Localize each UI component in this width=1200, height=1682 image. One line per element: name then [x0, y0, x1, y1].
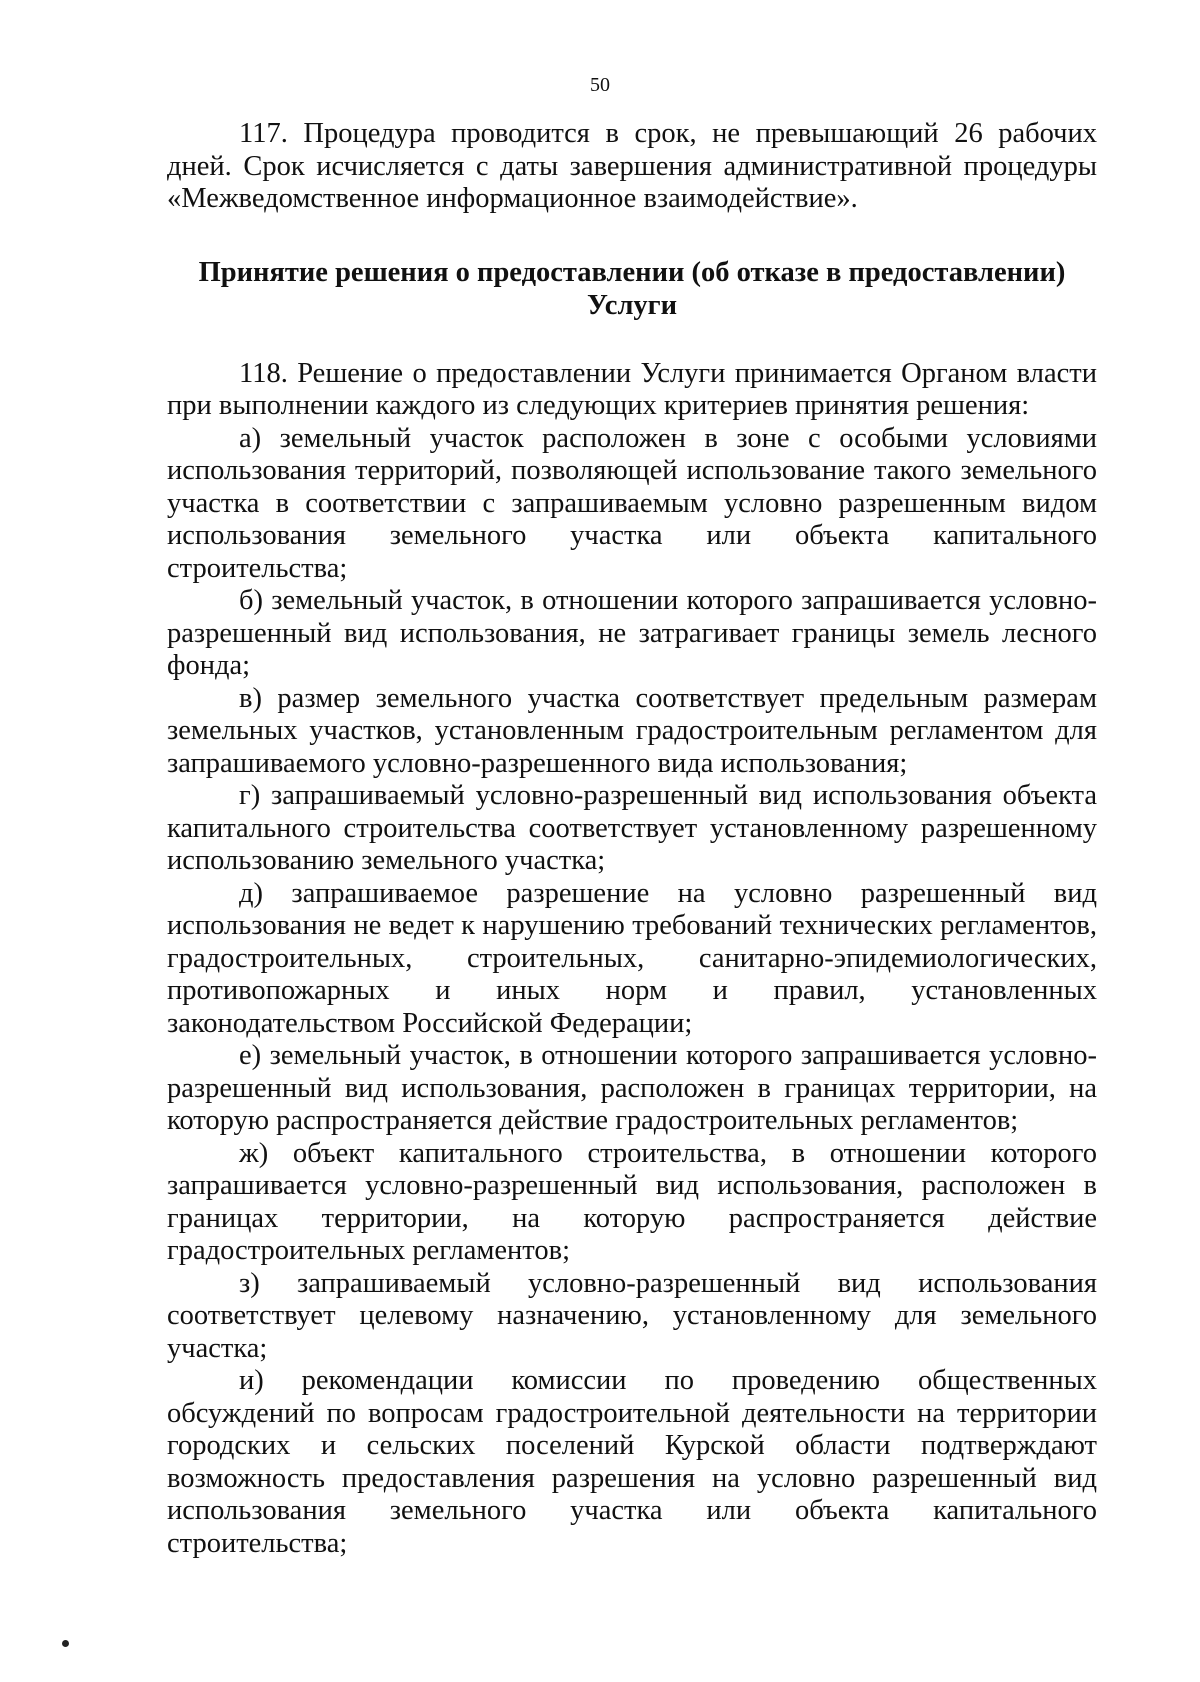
paragraph-117: 117. Процедура проводится в срок, не превышающий 26 рабочих дней. Срок исчисляется с даты завершения административной процедуры «Межведомственное информационное взаимодействие». [167, 118, 1097, 214]
section-heading-line-1: Принятие решения о предоставлении (об отказе в предоставлении) [198, 256, 1066, 288]
criterion-e: е) земельный участок, в отношении которого запрашивается условно-разрешенный вид использования, расположен в границах территории, на которую распространяется действие градостроительных регламентов; [167, 1040, 1097, 1136]
criterion-v: в) размер земельного участка соответствует предельным размерам земельных участков, установленным градостроительным регламентом для запрашиваемого условно-разрешенного вида использования; [167, 682, 1097, 779]
section-heading [167, 256, 1097, 322]
section-heading-line-2: Услуги [586, 289, 678, 321]
criterion-d: д) запрашиваемое разрешение на условно разрешенный вид использования не ведет к нарушению требований технических регламентов, градостроительных, строительных, санитарно-эпидемиологических, противопожарных и иных норм и правил, установленных законодательством Российской Федерации; [167, 877, 1097, 1039]
criterion-g: г) запрашиваемый условно-разрешенный вид использования объекта капитального строительства соответствует установленному разрешенному использованию земельного участка; [167, 780, 1097, 876]
paragraph-118: 118. Решение о предоставлении Услуги принимается Органом власти при выполнении каждого из следующих критериев принятия решения: [167, 357, 1097, 421]
criterion-i: и) рекомендации комиссии по проведению общественных обсуждений по вопросам градостроительной деятельности на территории городских и сельских поселений Курской области подтверждают возможность предоставления разрешения на условно разрешенный вид использования земельного участка или объекта капитального строительства; [167, 1365, 1097, 1559]
criterion-a: а) земельный участок расположен в зоне с особыми условиями использования территорий, позволяющей использование такого земельного участка в соответствии с запрашиваемым условно разрешенным видом использования земельного участка или объекта капитального строительства; [167, 422, 1097, 584]
criterion-zh: ж) объект капитального строительства, в отношении которого запрашивается условно-разрешенный вид использования, расположен в границах территории, на которую распространяется действие градостроительных регламентов; [167, 1137, 1097, 1266]
scan-mark-dot [62, 1640, 69, 1647]
criterion-b: б) земельный участок, в отношении которого запрашивается условно-разрешенный вид использования, не затрагивает границы земель лесного фонда; [167, 585, 1097, 681]
criterion-z: з) запрашиваемый условно-разрешенный вид использования соответствует целевому назначению, установленному для земельного участка; [167, 1267, 1097, 1364]
page-number: 50 [590, 74, 610, 96]
page-content [167, 118, 1097, 1560]
